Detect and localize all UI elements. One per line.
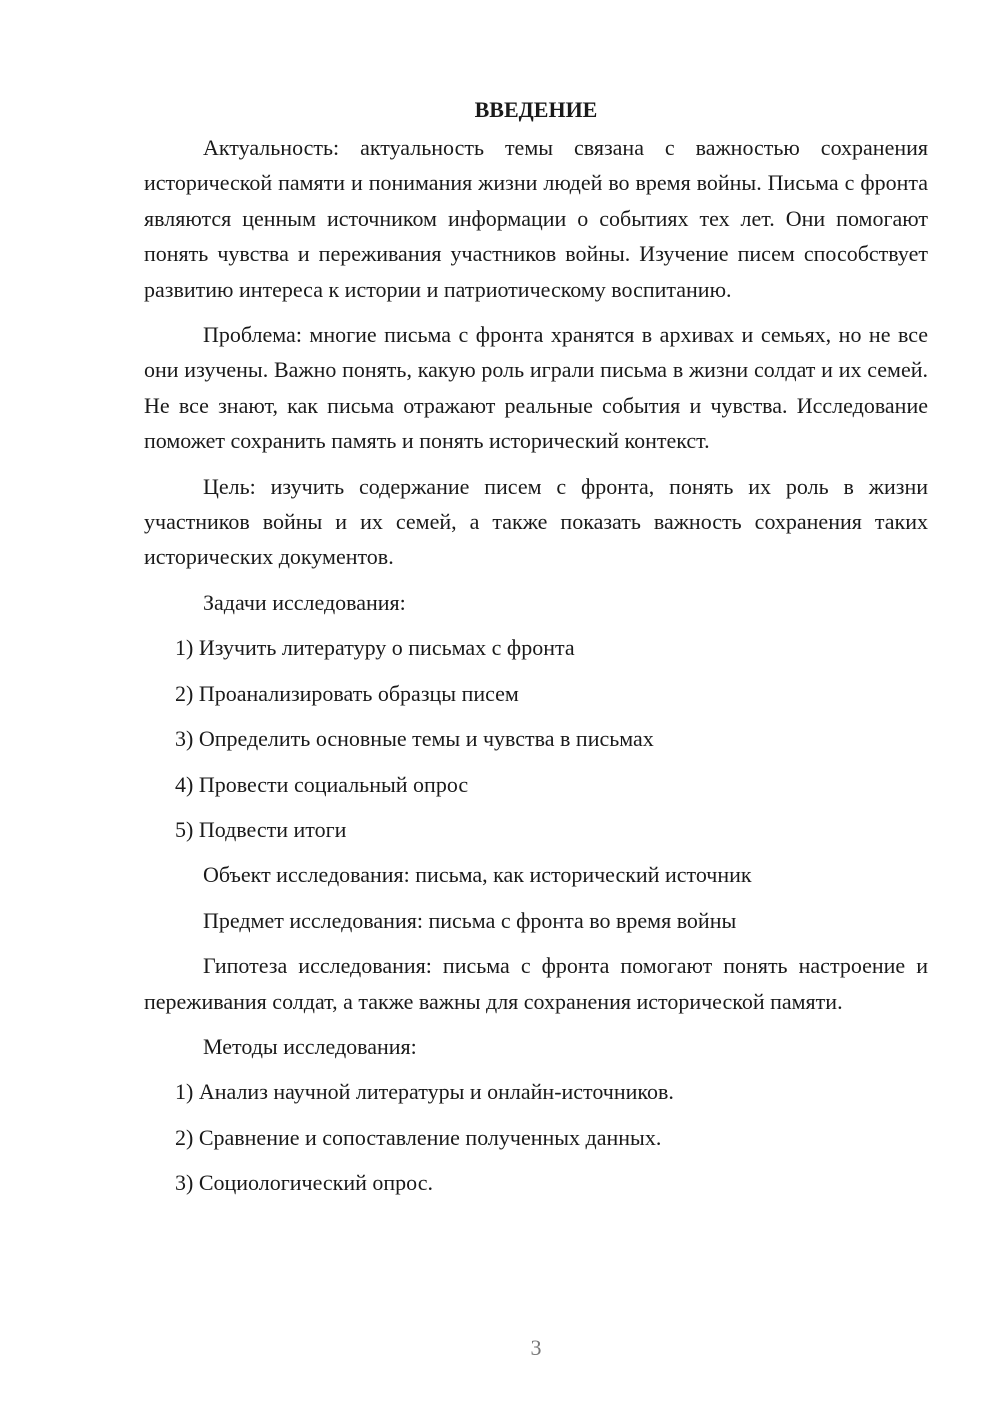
list-item: 1) Анализ научной литературы и онлайн-источников. (175, 1079, 674, 1105)
page-number: 3 (530, 1335, 542, 1360)
methods-list (144, 1074, 928, 1200)
subject-line: Предмет исследования: письма с фронта во время войны (203, 907, 737, 933)
list-item: 3) Социологический опрос. (175, 1170, 433, 1196)
hypothesis-paragraph: Гипотеза исследования: письма с фронта помогают понять настроение и переживания солдат, а также важны для сохранения исторической памяти. (144, 953, 928, 1014)
object-line: Объект исследования: письма, как исторический источник (203, 862, 752, 888)
list-item: 2) Проанализировать образцы писем (175, 680, 519, 706)
list-item: 2) Сравнение и сопоставление полученных данных. (175, 1124, 662, 1150)
tasks-heading: Задачи исследования: (203, 589, 406, 615)
goal-paragraph: Цель: изучить содержание писем с фронта, понять их роль в жизни участников войны и их семей, а также показать важность сохранения таких исторических документов. (144, 473, 928, 570)
relevance-paragraph: Актуальность: актуальность темы связана с важностью сохранения исторической памяти и понимания жизни людей во время войны. Письма с фронта являются ценным источником информации о событиях тех лет. Они помогают понять чувства и переживания участников войны. Изучение писем способствует развитию интереса к истории и патриотическому воспитанию. (144, 135, 928, 302)
tasks-list (144, 630, 928, 847)
problem-paragraph: Проблема: многие письма с фронта хранятся в архивах и семьях, но не все они изучены. Важно понять, какую роль играли письма в жизни солдат и их семей. Не все знают, как письма отражают реальные события и чувства. Исследование поможет сохранить память и понять исторический контекст. (144, 322, 928, 454)
page-content (144, 92, 928, 1211)
list-item: 5) Подвести итоги (175, 816, 347, 842)
list-item: 3) Определить основные темы и чувства в письмах (175, 726, 654, 752)
list-item: 4) Провести социальный опрос (175, 771, 469, 797)
list-item: 1) Изучить литературу о письмах с фронта (175, 635, 575, 661)
methods-heading: Методы исследования: (203, 1033, 417, 1059)
page-title: ВВЕДЕНИЕ (474, 97, 598, 122)
